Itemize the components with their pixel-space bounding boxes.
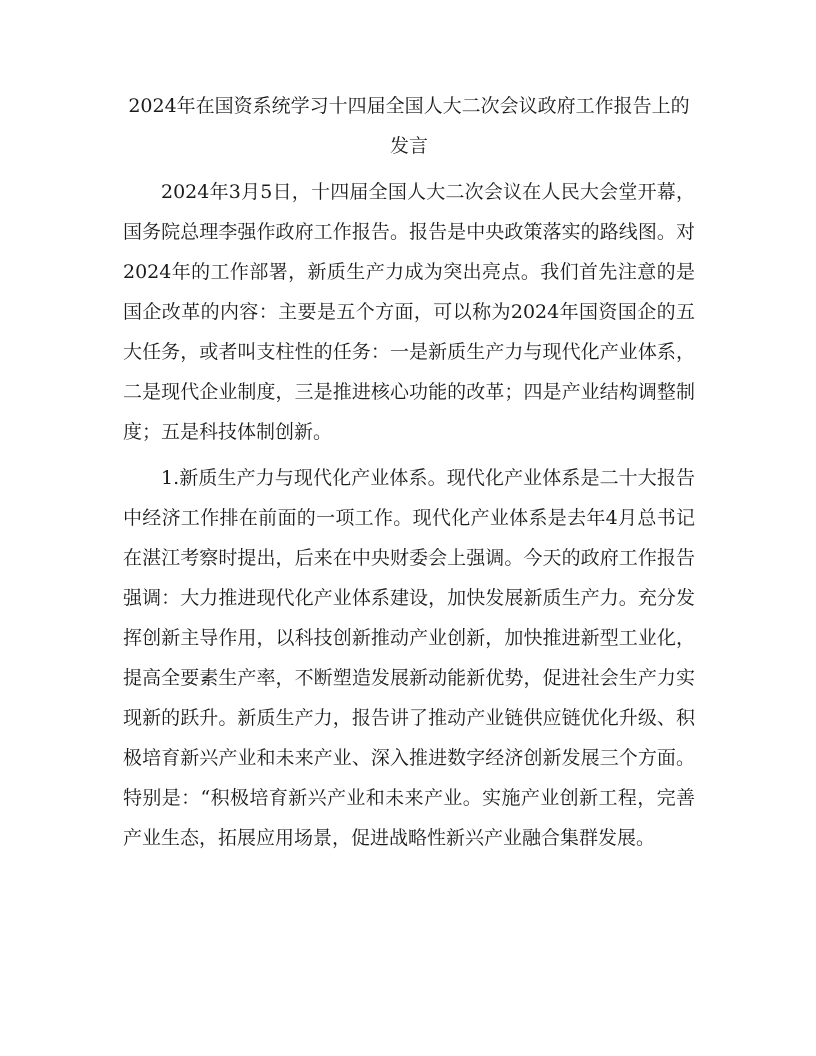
paragraph-section-1: 1.新质生产力与现代化产业体系。现代化产业体系是二十大报告中经济工作排在前面的一项工作。现代化产业体系是去年4月总书记在湛江考察时提出，后来在中央财委会上强调。今天的政府工作报告强调：大力推进现代化产业体系建设，加快发展新质生产力。充分发挥创新主导作用，以科技创新推动产业创新，加快推进新型工业化，提高全要素生产率，不断塑造发展新动能新优势，促进社会生产力实现新的跃升。新质生产力，报告讲了推动产业链供应链优化升级、积极培育新兴产业和未来产业、深入推进数字经济创新发展三个方面。特别是：“积极培育新兴产业和未来产业。实施产业创新工程，完善产业生态，拓展应用场景，促进战略性新兴产业融合集群发展。 <box>123 467 695 849</box>
document-title: 2024年在国资系统学习十四届全国人大二次会议政府工作报告上的发言 <box>128 95 690 157</box>
document-page <box>123 86 695 864</box>
paragraph-intro: 2024年3月5日，十四届全国人大二次会议在人民大会堂开幕，国务院总理李强作政府工作报告。报告是中央政策落实的路线图。对2024年的工作部署，新质生产力成为突出亮点。我们首先注意的是国企改革的内容：主要是五个方面，可以称为2024年国资国企的五大任务，或者叫支柱性的任务：一是新质生产力与现代化产业体系，二是现代企业制度，三是推进核心功能的改革；四是产业结构调整制度；五是科技体制创新。 <box>123 181 695 443</box>
